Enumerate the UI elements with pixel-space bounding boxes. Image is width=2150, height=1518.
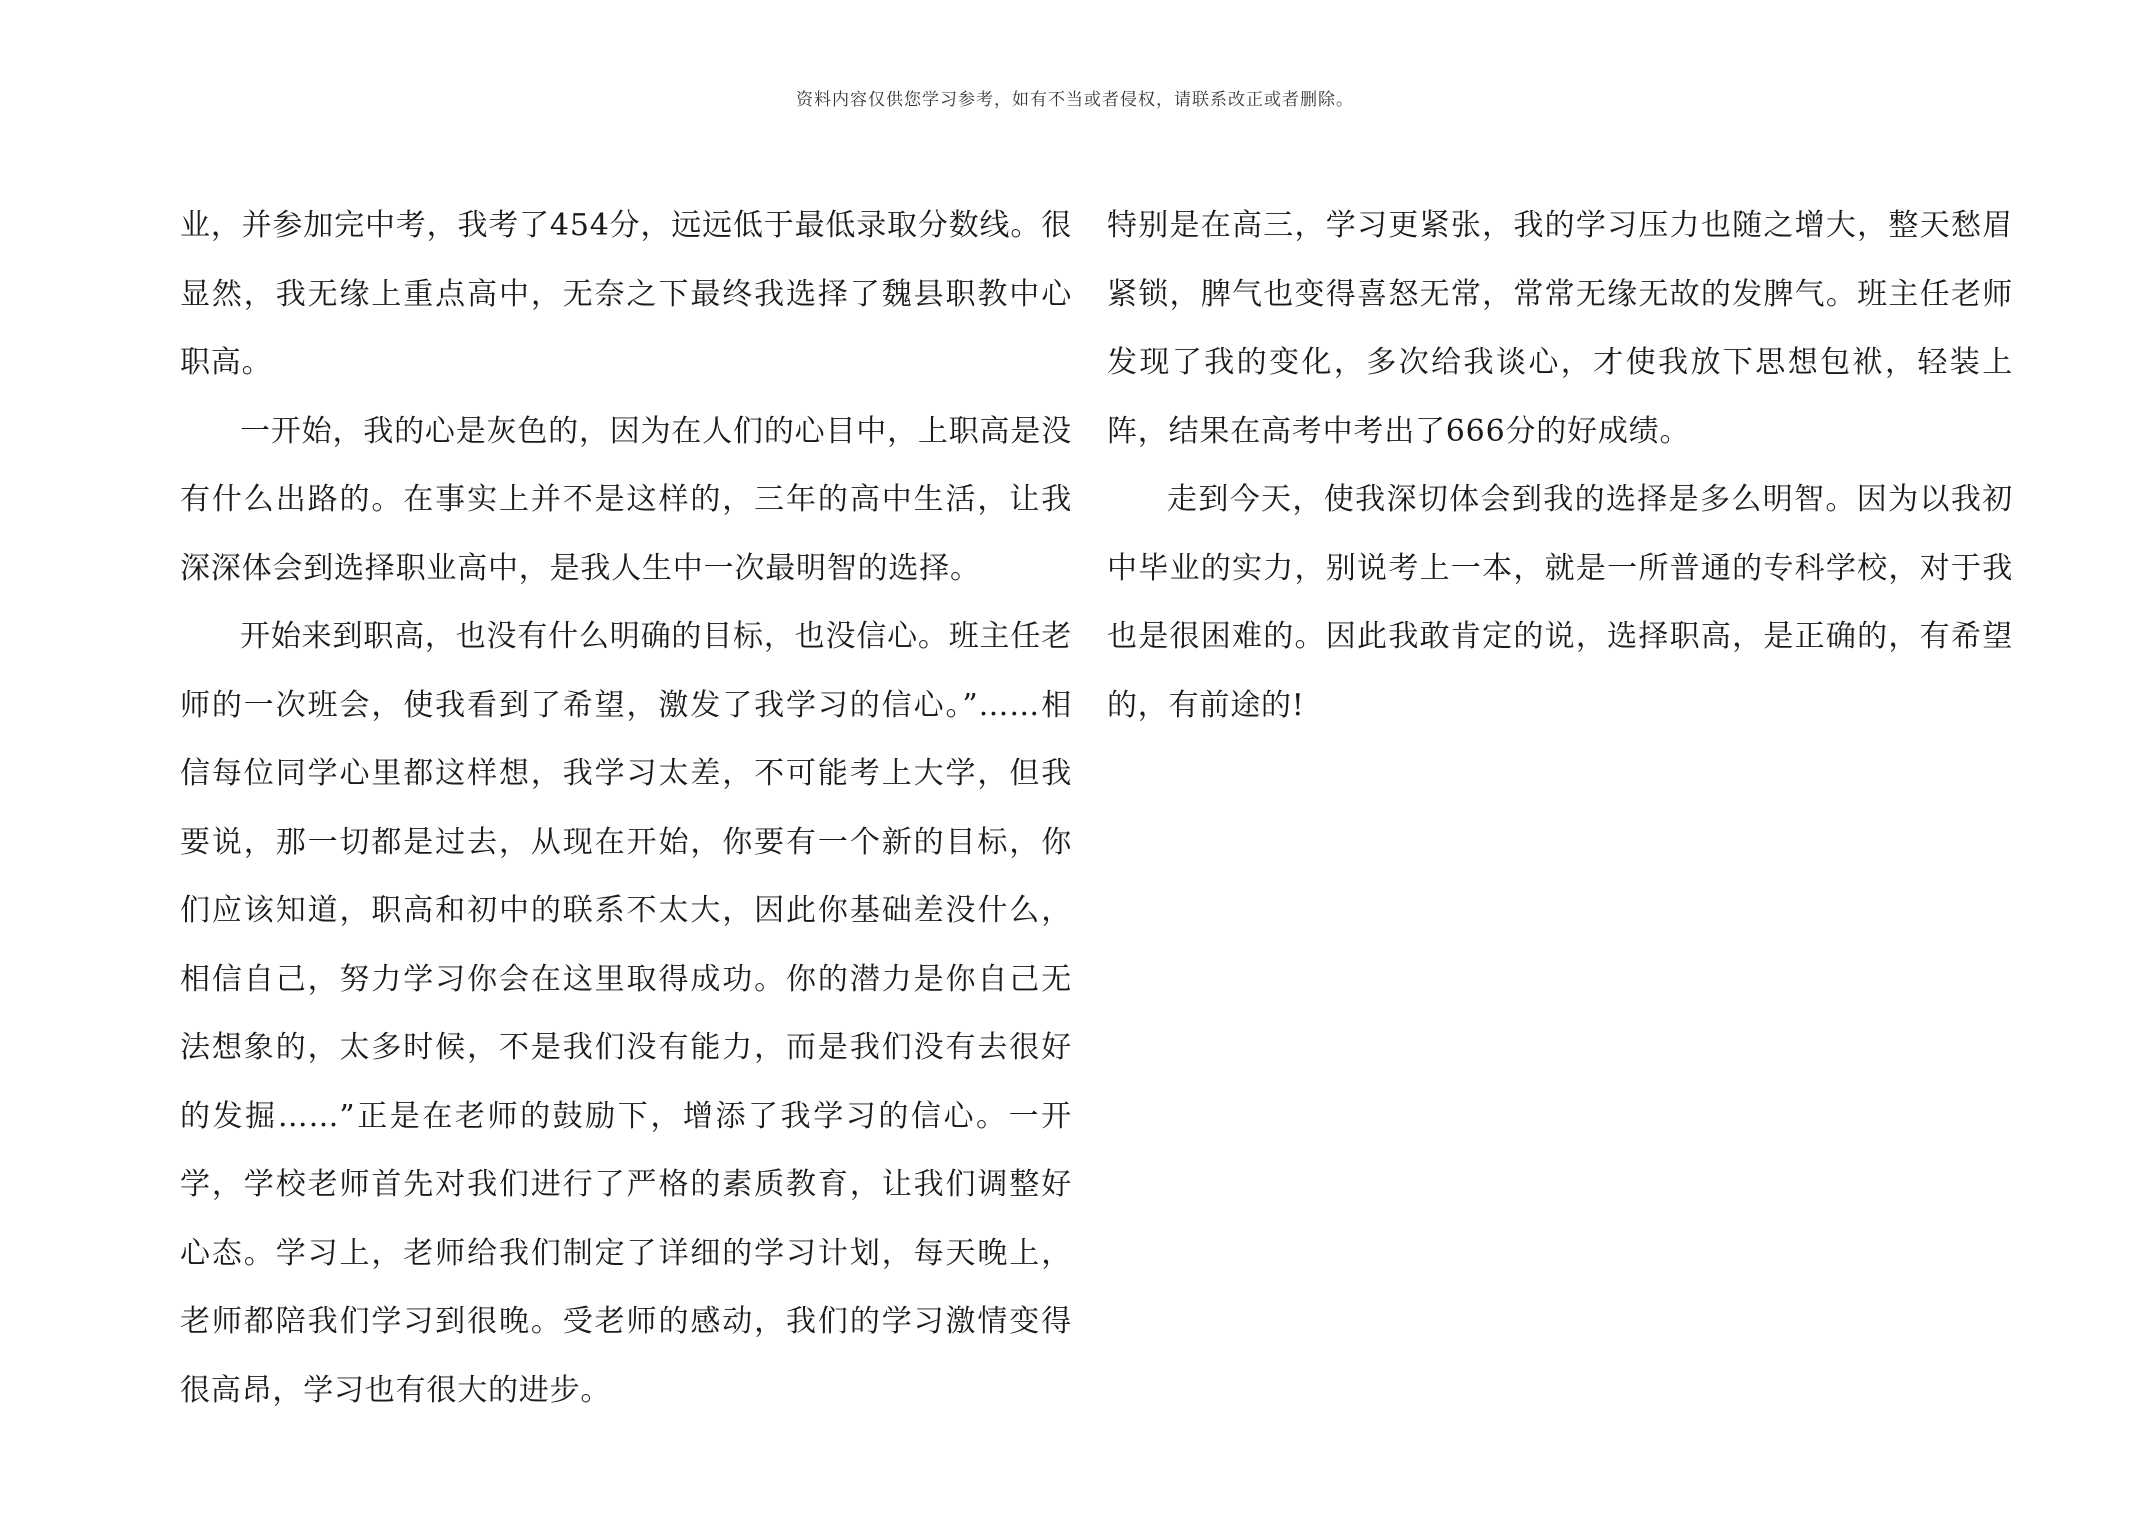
right-text-column — [1107, 192, 2013, 740]
disclaimer-header: 资料内容仅供您学习参考，如有不当或者侵权，请联系改正或者删除。 — [796, 90, 1354, 110]
left-text-column — [180, 192, 1072, 1425]
paragraph-continuation: 业，并参加完中考，我考了454分，远远低于最低录取分数线。很显然，我无缘上重点高中，无奈之下最终我选择了魏县职教中心职高。 — [180, 208, 1072, 380]
paragraph-class-meeting: 开始来到职高，也没有什么明确的目标，也没信心。班主任老师的一次班会，使我看到了希望，激发了我学习的信心。”……相信每位同学心里都这样想，我学习太差，不可能考上大学，但我要说，那一切都是过去，从现在开始，你要有一个新的目标，你们应该知道，职高和初中的联系不太大，因此你基础差没什么，相信自己，努力学习你会在这里取得成功。你的潜力是你自己无法想象的，太多时候，不是我们没有能力，而是我们没有去很好的发掘……”正是在老师的鼓励下，增添了我学习的信心。一开学，学校老师首先对我们进行了严格的素质教育，让我们调整好心态。学习上，老师给我们制定了详细的学习计划，每天晚上，老师都陪我们学习到很晚。受老师的感动，我们的学习激情变得很高昂，学习也有很大的进步。 — [180, 619, 1072, 1408]
paragraph-grey-heart: 一开始，我的心是灰色的，因为在人们的心目中，上职高是没有什么出路的。在事实上并不是这样的，三年的高中生活，让我深深体会到选择职业高中，是我人生中一次最明智的选择。 — [180, 413, 1072, 586]
paragraph-conclusion: 走到今天，使我深切体会到我的选择是多么明智。因为以我初中毕业的实力，别说考上一本，就是一所普通的专科学校，对于我也是很困难的。因此我敢肯定的说，选择职高，是正确的，有希望的，有前途的! — [1107, 482, 2013, 723]
paragraph-senior-year: 特别是在高三，学习更紧张，我的学习压力也随之增大，整天愁眉紧锁，脾气也变得喜怒无常，常常无缘无故的发脾气。班主任老师发现了我的变化，多次给我谈心，才使我放下思想包袱，轻装上阵，结果在高考中考出了666分的好成绩。 — [1107, 208, 2013, 449]
